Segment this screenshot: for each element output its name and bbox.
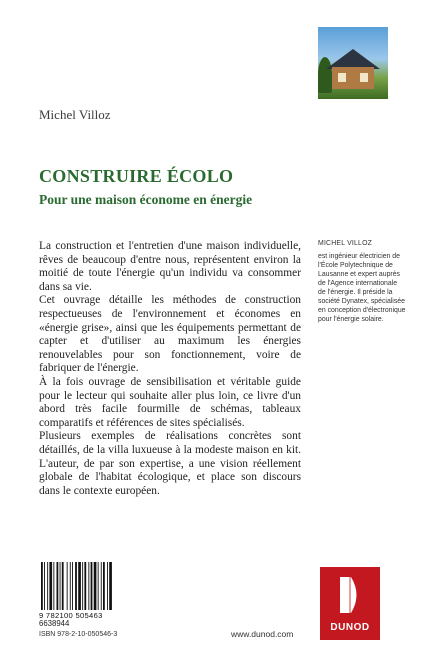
publisher-logo-mark — [338, 577, 362, 613]
barcode-bar — [60, 562, 61, 610]
barcode-bar — [67, 562, 68, 610]
photo-tree — [318, 57, 332, 93]
barcode-bars — [39, 562, 131, 610]
barcode-bar — [41, 562, 43, 610]
bio-text: est ingénieur électricien de l'École Polytechnique de Lausanne et expert auprès de l'Agence internationale de l'énergie. Il préside la société Dynatex, spécialisée en conception d'électronique pour l'énergie solaire. — [318, 253, 406, 323]
book-title: CONSTRUIRE ÉCOLO — [39, 166, 234, 186]
barcode-bar — [57, 562, 59, 610]
barcode-bar — [98, 562, 99, 610]
barcode-bar — [107, 562, 108, 610]
barcode-bar — [47, 562, 48, 610]
barcode-bar — [72, 562, 73, 610]
barcode-bar — [49, 562, 52, 610]
paragraph: La construction et l'entretien d'une maison individuelle, rêves de beaucoup d'entre nous, représentent environ la moitié de toute l'énergie qu'un individu va consommer dans sa vie. — [39, 240, 301, 293]
barcode-bar — [62, 562, 64, 610]
photo-window — [360, 73, 368, 82]
barcode-bar — [101, 562, 102, 610]
barcode-bar — [84, 562, 86, 610]
paragraph: Cet ouvrage détaille les méthodes de construction respectueuses de l'environnement et économes en «énergie grise», ainsi que les équipements permettant de capter et d'utiliser au maximum les énergies renouvelables pour son fonctionnement, voire de fabriquer de l'énergie. — [39, 294, 301, 375]
paragraph: Plusieurs exemples de réalisations concrètes sont détaillés, de la villa luxueuse à la modeste maison en kit. L'auteur, de par son expertise, a une vision réellement globale de l'habitat écologique, et place son discours dans le contexte européen. — [39, 430, 301, 497]
photo-window — [338, 73, 346, 82]
barcode-bar — [75, 562, 77, 610]
author-name: Michel Villoz — [39, 107, 111, 122]
publisher-logo — [320, 567, 380, 640]
barcode-bar — [70, 562, 71, 610]
barcode-bar — [94, 562, 97, 610]
barcode — [39, 562, 131, 620]
bio-name: MICHEL VILLOZ — [318, 240, 373, 247]
barcode-bar — [109, 562, 112, 610]
book-subtitle: Pour une maison économe en énergie — [39, 192, 253, 207]
photo-roof — [326, 49, 380, 69]
stock-number: 6638944 — [39, 619, 70, 628]
barcode-bar — [44, 562, 45, 610]
barcode-bar — [103, 562, 105, 610]
paragraph: À la fois ouvrage de sensibilisation et véritable guide pour le lecteur qui souhaite aller plus loin, ce livre d'un abord très facile fourmille de schémas, tableaux comparatifs et références de sites spécialisés. — [39, 375, 301, 429]
back-cover-text — [39, 240, 301, 498]
barcode-bar — [78, 562, 81, 610]
publisher-website: www.dunod.com — [231, 629, 294, 639]
cover-photo-house — [318, 27, 388, 99]
isbn: ISBN 978-2-10-050546-3 — [39, 631, 118, 638]
author-bio — [318, 239, 406, 324]
barcode-bar — [88, 562, 89, 610]
barcode-number: 9 782100 505463 — [39, 611, 103, 620]
barcode-bar — [82, 562, 83, 610]
barcode-bar — [91, 562, 93, 610]
barcode-bar — [53, 562, 54, 610]
publisher-name: DUNOD — [330, 622, 370, 633]
